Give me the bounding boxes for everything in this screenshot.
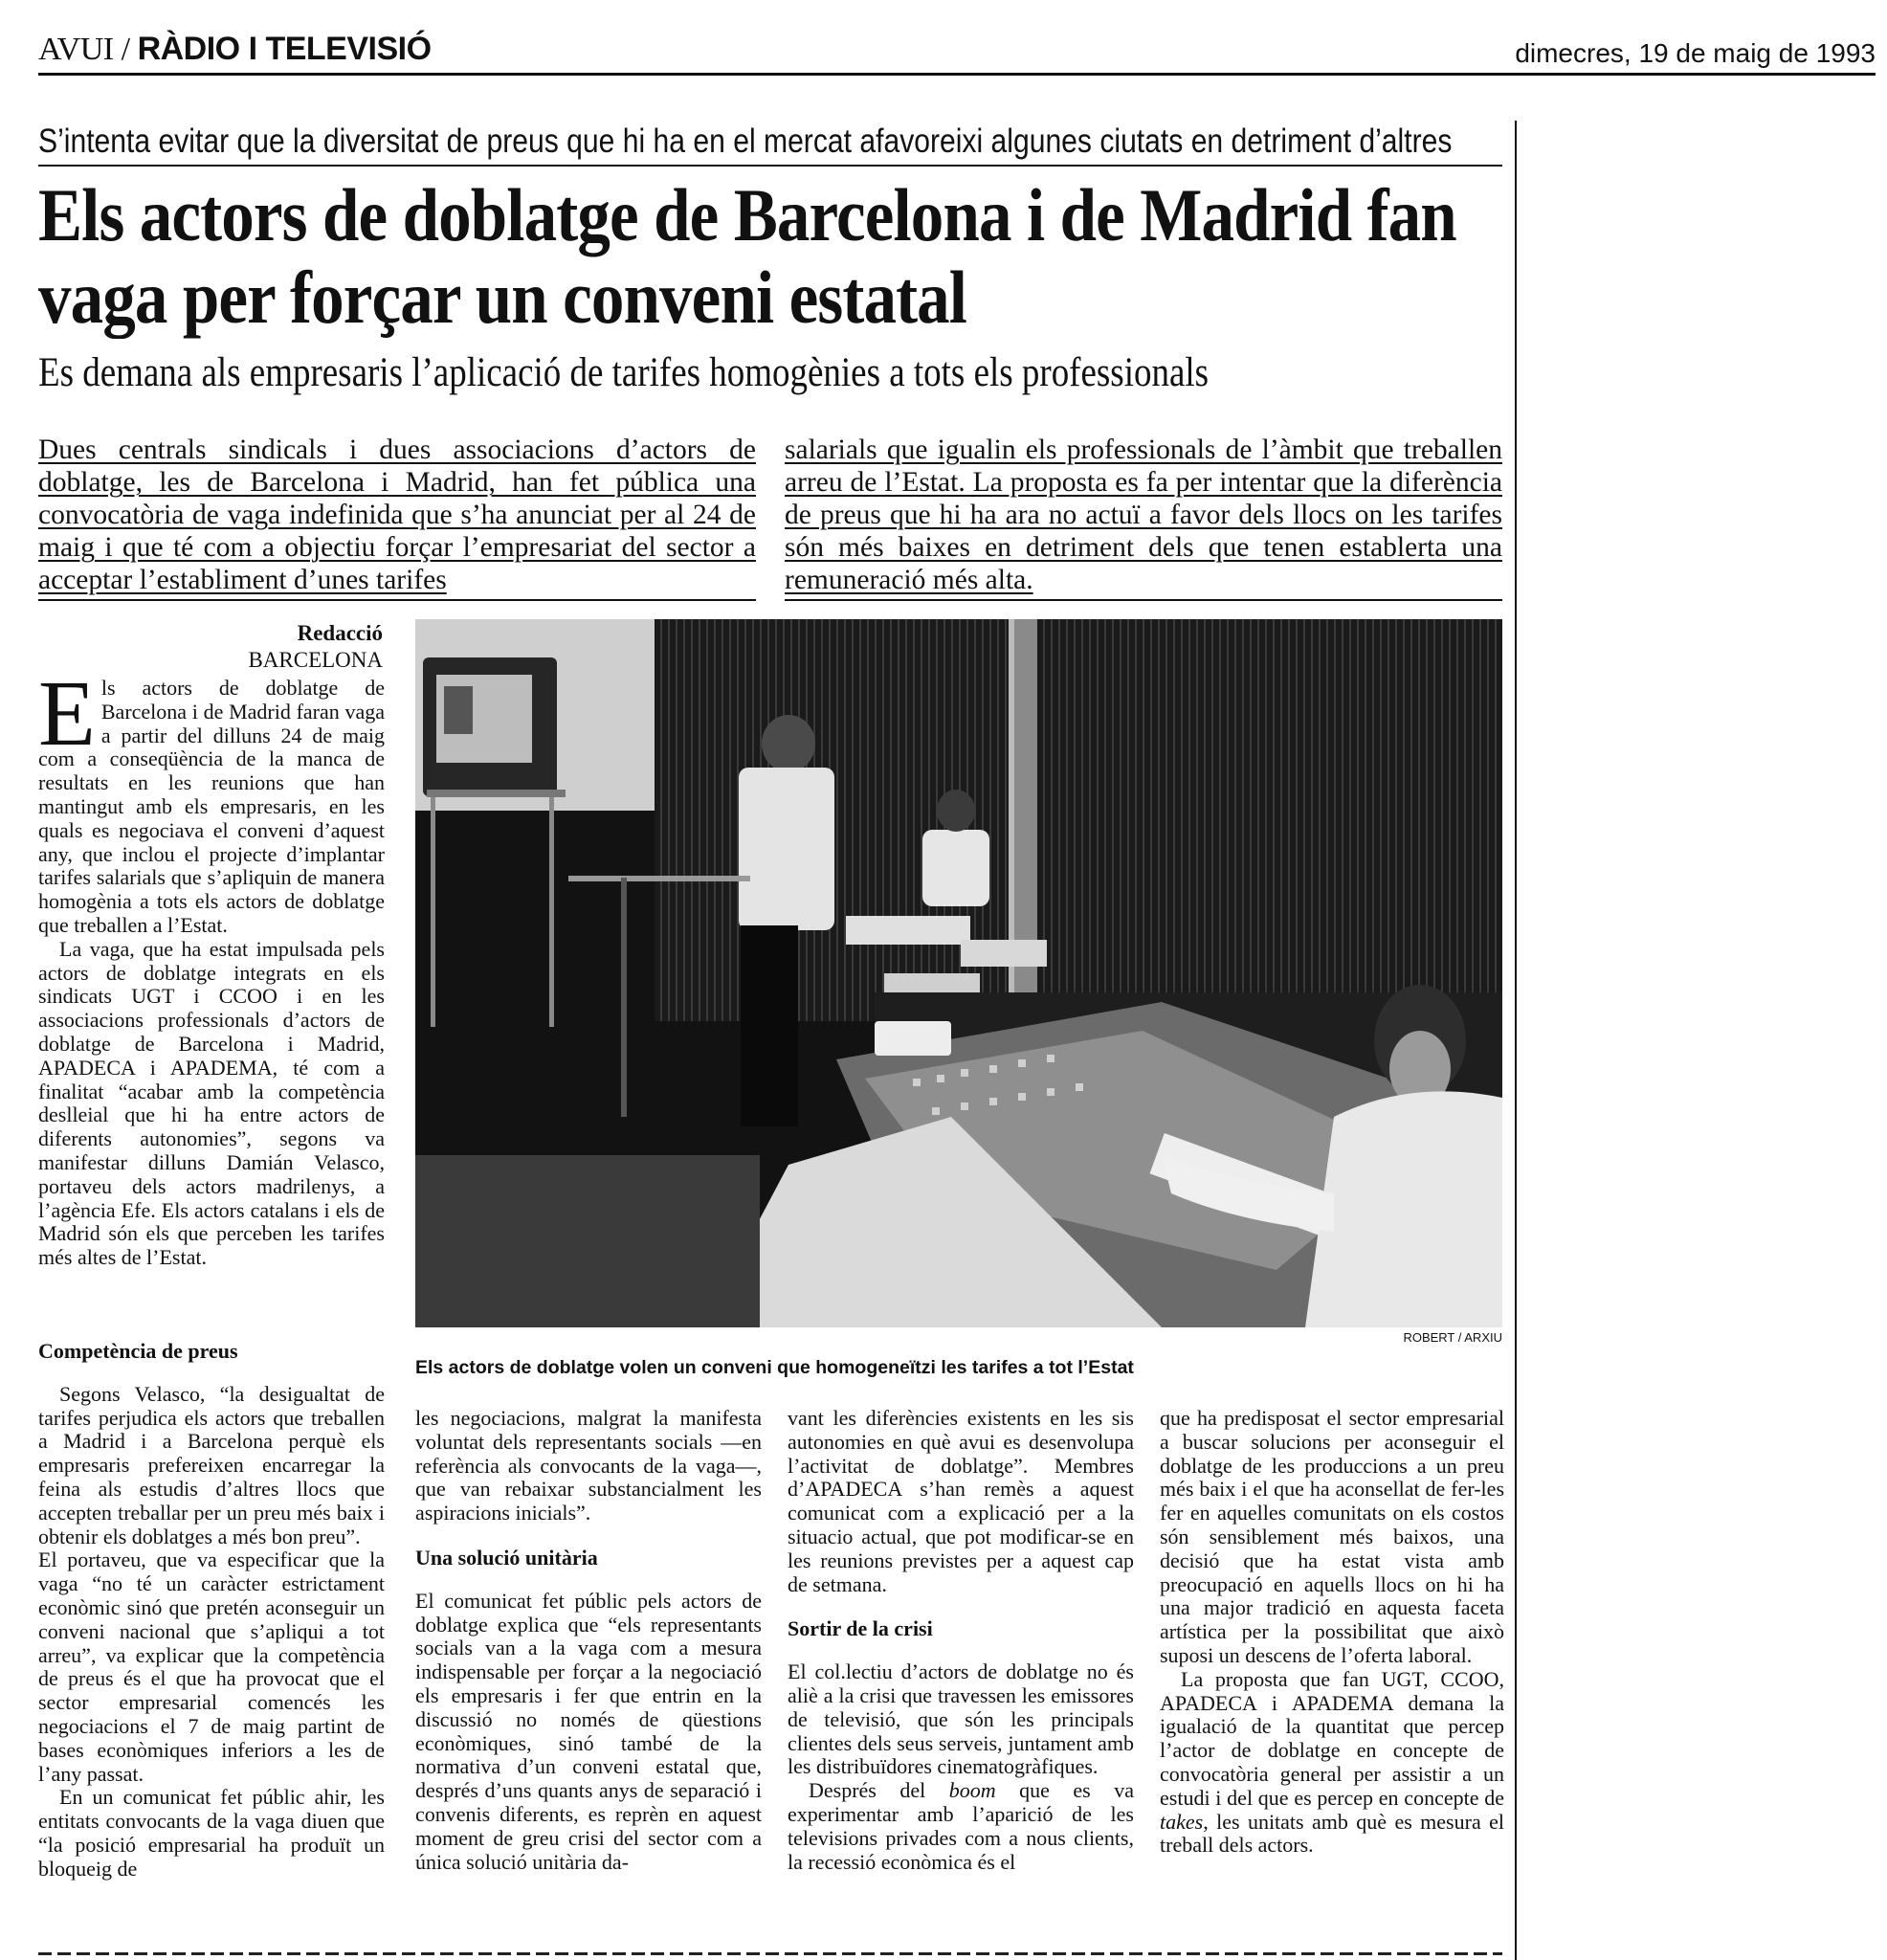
body-paragraph: El portaveu, que va especificar que la vaga “no té un caràcter estrictament econòmic sinó que pretén aconseguir un conveni nacional que s’apliqui a tot arreu”, va explicar que la competència de preus és el que ha provocat que el sector empresarial comencés les negociacions el 7 de maig partint de bases econòmiques inferiors a les de l’any passat.: [38, 1548, 385, 1786]
column-divider: [1515, 121, 1517, 1960]
body-paragraph: Segons Velasco, “la desigualtat de tarifes perjudica els actors que treballen a Madrid i a Barcelona perquè els empresaris prefereixen encarregar la feina als estudis d’altres llocs que accepten treballar per un preu més baix i obtenir els doblatges a més bon preu”.: [38, 1381, 385, 1548]
photo-caption: Els actors de doblatge volen un conveni que homogeneïtzi les tarifes a tot l’Estat: [415, 1357, 1134, 1378]
drop-cap: E: [38, 662, 96, 766]
body-column-2: [415, 1407, 762, 1874]
body-column-1: [38, 662, 385, 1270]
section-subhead: Sortir de la crisi: [788, 1616, 933, 1641]
byline-place: BARCELONA: [248, 648, 383, 672]
body-paragraph: En un comunicat fet públic ahir, les entitats convocants de la vaga diuen que “la posició empresarial ha produït un bloqueig de: [38, 1785, 385, 1881]
lead-rule: [785, 599, 1502, 601]
body-paragraph: El col.lectiu d’actors de doblatge no és aliè a la crisi que travessen les emissores de televisió, que són les principals clientes dels seus serveis, juntament amb les distribuïdores cinematogràfiques.: [788, 1659, 1134, 1779]
body-paragraph: El comunicat fet públic pels actors de doblatge explica que “els representants socials van a la vaga com a mesura indispensable per forçar a la negociació els empresaris i fer que entrin en la discussió no només de qüestions econòmiques, sinó també de la normativa d’un conveni estatal que, després d’uns quants anys de separació i convenis diferents, es reprèn en aquest moment de greu crisi del sector com a única solució unitària da-: [415, 1588, 762, 1874]
body-paragraph: Els actors de doblatge de Barcelona i de Madrid faran vaga a partir del dilluns 24 de maig com a conseqüència de la manca de resultats en les reunions que han mantingut amb els empresaris, en les quals es negociava el conveni d’aquest any, que inclou el projecte d’implantar tarifes salarials que s’apliquin de manera homogènia a tots els actors de doblatge que treballen a l’Estat.: [38, 662, 385, 937]
section-name: RÀDIO I TELEVISIÓ: [137, 31, 432, 67]
byline-author: Redacció: [297, 621, 383, 645]
section-subhead: Una solució unitària: [415, 1545, 598, 1570]
section-label: [38, 31, 432, 68]
article-photo: [415, 619, 1502, 1327]
body-column-4: [1160, 1407, 1504, 1858]
header-separator: /: [121, 32, 130, 67]
body-paragraph: vant les diferències existents en les sis autonomies en què avui es desenvolupa l’activitat de doblatge”. Membres d’APADECA s’han remès a aquest comunicat com a explicació per a la situacio actual, que pot modificar-se en les reunions previstes per a aquest cap de setmana.: [788, 1406, 1134, 1596]
photo-credit: ROBERT / ARXIU: [1403, 1330, 1502, 1345]
body-paragraph: La proposta que fan UGT, CCOO, APADECA i APADEMA demana la igualació de la quantitat que percep l’actor de doblatge en concepte de convocatòria general per assistir a un estudi i del que es percep en concepte de takes, les unitats amb què es mesura el treball dels actors.: [1160, 1666, 1504, 1858]
dubbing-studio-photo: [415, 619, 1502, 1327]
kicker-rule: [38, 165, 1502, 167]
issue-date: dimecres, 19 de maig de 1993: [1515, 38, 1876, 68]
article-subheadline: Es demana als empresaris l’aplicació de tarifes homogènies a tots els professionals: [38, 350, 1210, 395]
article-headline: Els actors de doblatge de Barcelona i de Madrid fan vaga per forçar un conveni estatal: [38, 173, 1456, 339]
body-paragraph: que ha predisposat el sector empresarial a buscar solucions per aconseguir el doblatge de les produccions a un preu més baix i el que ha aconsellat de fer-les fer en aquelles comunitats on els costos són sensiblement més baixos, una decisió que ha estat vista amb preocupació en aquells llocs on hi ha una major tradició en aquesta faceta artística per la possibilitat que això suposi un descens de l’oferta laboral.: [1160, 1406, 1504, 1667]
body-paragraph: Després del boom que es va experimentar amb l’aparició de les televisions privades com a nous clients, la recessió econòmica és el: [788, 1778, 1134, 1874]
body-paragraph: les negociacions, malgrat la manifesta voluntat dels representants socials —en referència als convocants de la vaga—, que van rebaixar substancialment les aspiracions inicials”.: [415, 1406, 762, 1526]
article-kicker: S’intenta evitar que la diversitat de preus que hi ha en el mercat afavoreixi algunes ciutats en detriment d’altres: [38, 122, 1453, 160]
body-column-1-lower: [38, 1339, 385, 1882]
section-subhead: Competència de preus: [38, 1339, 238, 1363]
publication-name: AVUI: [38, 32, 114, 67]
cut-off-text-strip: [38, 1949, 1502, 1960]
lead-paragraph-right: salarials que igualin els professionals de l’àmbit que treballen arreu de l’Estat. La proposta es fa per intentar que la diferència de preus que hi ha ara no actuï a favor dels llocs on les tarifes són més baixes en detriment dels que tenen establerta una remuneració més alta.: [785, 434, 1502, 595]
page-header: [38, 29, 1876, 76]
body-column-3: [788, 1407, 1134, 1874]
lead-paragraph-left: Dues centrals sindicals i dues associacions d’actors de doblatge, les de Barcelona i Madrid, han fet pública una convocatòria de vaga indefinida que s’ha anunciat per al 24 de maig i que té com a objectiu forçar l’empresariat del sector a acceptar l’establiment d’unes tarifes: [38, 434, 756, 595]
body-paragraph: La vaga, que ha estat impulsada pels actors de doblatge integrats en els sindicats UGT i CCOO i en les associacions professionals d’actors de doblatge de Barcelona i Madrid, APADECA i APADEMA, té com a finalitat “acabar amb la competència deslleial que hi ha entre actors de diferents autonomies”, segons va manifestar dilluns Damián Velasco, portaveu dels actors madrilenys, a l’agència Efe. Els actors catalans i els de Madrid són els que perceben les tarifes més altes de l’Estat.: [38, 936, 385, 1270]
lead-rule: [38, 599, 756, 601]
